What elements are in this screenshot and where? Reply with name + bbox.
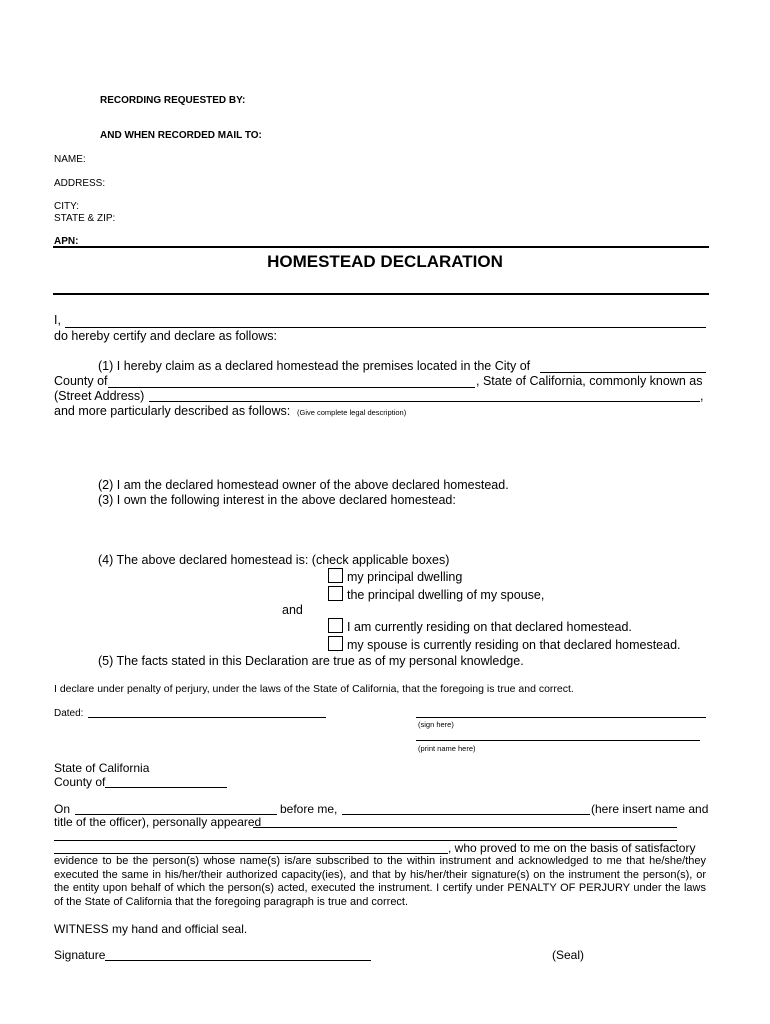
described-text: and more particularly described as follows: — [54, 404, 291, 418]
legal-description-hint: (Give complete legal description) — [297, 408, 407, 417]
signature-line[interactable] — [416, 717, 706, 718]
print-name-hint: (print name here) — [418, 744, 476, 753]
witness-text: WITNESS my hand and official seal. — [54, 922, 248, 936]
officer-name-field[interactable] — [342, 814, 590, 815]
county-field[interactable] — [108, 387, 475, 388]
sign-here-hint: (sign here) — [418, 720, 454, 729]
city-field[interactable] — [540, 372, 706, 373]
i-reside-label: I am currently residing on that declared homestead. — [347, 620, 632, 634]
street-comma: , — [700, 389, 704, 403]
notary-body-text: evidence to be the person(s) whose name(s) is/are subscribed to the within instrument and acknowledged to me that he/she/they executed the same in his/her/their authorized capacity(ies), and that by his/her/their signature(s) on the instrument the person(s), or the entity upon behalf of which the person(s) acted, executed the instrument. I certify under PENALTY OF PERJURY under the laws of the State of California that the foregoing paragraph is true and correct. — [54, 855, 706, 908]
county-label: County of — [54, 374, 108, 388]
principal-dwelling-checkbox[interactable] — [328, 568, 343, 583]
mail-to-label: AND WHEN RECORDED MAIL TO: — [100, 130, 262, 141]
appeared-field-3[interactable] — [54, 853, 448, 854]
recording-requested-by-label: RECORDING REQUESTED BY: — [100, 95, 246, 106]
top-rule — [53, 246, 709, 248]
notary-state: State of California — [54, 761, 150, 775]
and-text: and — [282, 603, 303, 617]
notary-county-label: County of — [54, 775, 106, 789]
declarant-prefix: I, — [54, 313, 61, 327]
spouse-resides-label: my spouse is currently residing on that declared homestead. — [347, 638, 681, 652]
certify-text: do hereby certify and declare as follows: — [54, 329, 278, 343]
item1-text: (1) I hereby claim as a declared homestead the premises located in the City of — [98, 359, 531, 373]
item4-text: (4) The above declared homestead is: (check applicable boxes) — [98, 553, 450, 567]
apn-label: APN: — [54, 236, 79, 247]
item2-text: (2) I am the declared homestead owner of the above declared homestead. — [98, 478, 509, 492]
dated-field[interactable] — [88, 717, 326, 718]
item5-text: (5) The facts stated in this Declaration are true as of my personal knowledge. — [98, 654, 524, 668]
notary-signature-field[interactable] — [105, 960, 371, 961]
dated-label: Dated: — [54, 708, 84, 719]
notary-on-label: On — [54, 802, 71, 816]
item3-text: (3) I own the following interest in the above declared homestead: — [98, 493, 456, 507]
document-title: HOMESTEAD DECLARATION — [267, 252, 503, 271]
state-zip-label: STATE & ZIP: — [54, 213, 116, 224]
perjury-statement: I declare under penalty of perjury, under the laws of the State of California, that the foregoing is true and correct. — [54, 683, 574, 695]
principal-dwelling-label: my principal dwelling — [347, 570, 463, 584]
spouse-dwelling-checkbox[interactable] — [328, 586, 343, 601]
title-rule — [53, 293, 709, 295]
spouse-resides-checkbox[interactable] — [328, 636, 343, 651]
street-address-label: (Street Address) — [54, 389, 145, 403]
print-name-line[interactable] — [416, 740, 700, 741]
i-reside-checkbox[interactable] — [328, 618, 343, 633]
insert-name-text: (here insert name and — [591, 802, 709, 816]
before-me-label: before me, — [280, 802, 338, 816]
declarant-name-field[interactable] — [65, 327, 706, 328]
seal-label: (Seal) — [552, 948, 585, 962]
appeared-field[interactable] — [253, 827, 677, 828]
notary-county-field[interactable] — [105, 787, 227, 788]
state-known-text: , State of California, commonly known as — [476, 374, 703, 388]
spouse-dwelling-label: the principal dwelling of my spouse, — [347, 588, 545, 602]
address-label: ADDRESS: — [54, 178, 106, 189]
proved-text: , who proved to me on the basis of satisfactory — [448, 841, 696, 855]
name-label: NAME: — [54, 154, 86, 165]
city-label: CITY: — [54, 201, 80, 212]
street-address-field[interactable] — [149, 401, 700, 402]
signature-label: Signature — [54, 948, 106, 962]
title-officer-text: title of the officer), personally appeared — [54, 815, 262, 829]
